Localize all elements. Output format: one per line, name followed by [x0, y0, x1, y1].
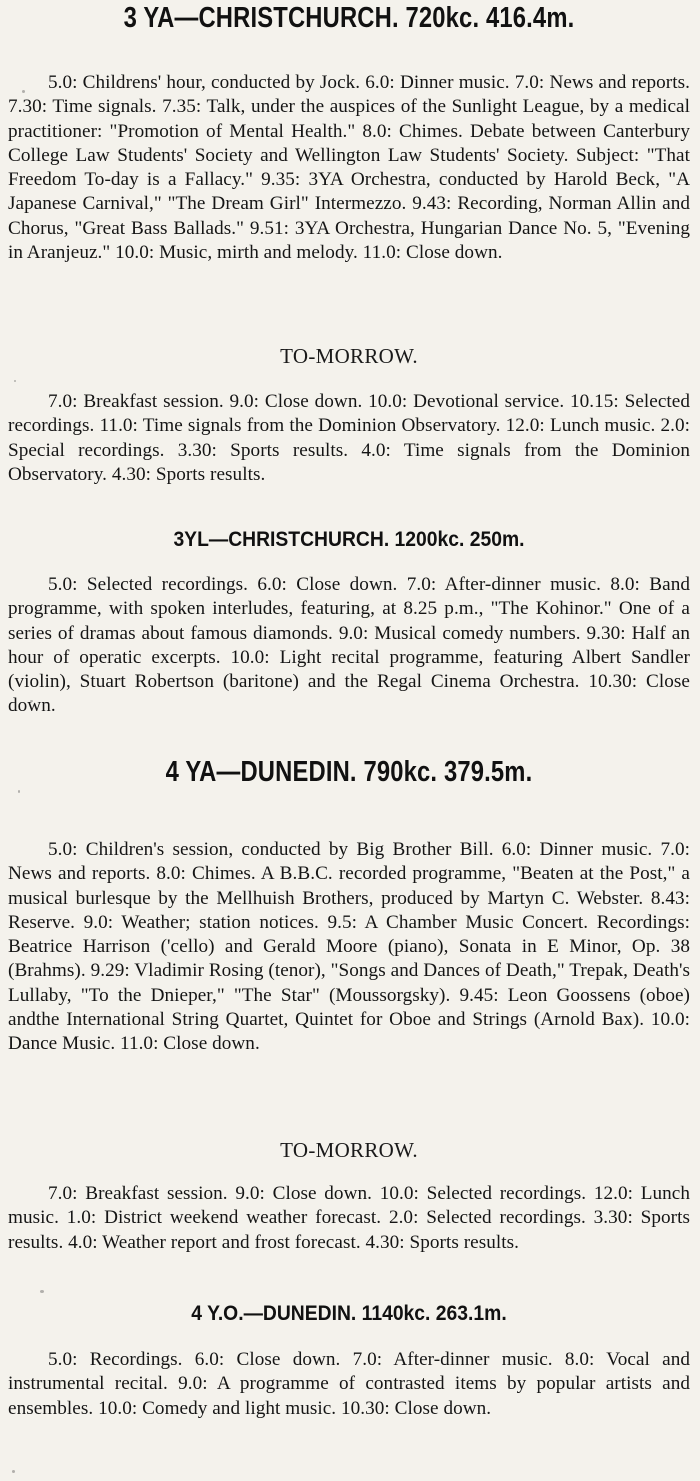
section-3ya — [8, 2, 690, 35]
station-heading: 3 YA—CHRISTCHURCH. 720kc. 416.4m. — [123, 2, 575, 34]
section-3ya-tomorrow-body — [8, 390, 690, 487]
station-heading: 4 Y.O.—DUNEDIN. 1140kc. 263.1m. — [191, 1302, 507, 1325]
section-4ya-tomorrow-body — [8, 1182, 690, 1255]
programme-text: 5.0: Recordings. 6.0: Close down. 7.0: After-dinner music. 8.0: Vocal and instrumental recital. 9.0: A programme of contrasted items by popular artists and ensembles. 10.0: Comedy and light music. 10.30: Close down. — [8, 1349, 690, 1419]
station-heading: 3YL—CHRISTCHURCH. 1200kc. 250m. — [173, 528, 525, 551]
section-4ya — [8, 756, 690, 789]
section-3yl — [8, 528, 690, 552]
programme-text: 5.0: Selected recordings. 6.0: Close down. 7.0: After-dinner music. 8.0: Band programme, with spoken interludes, featuring, at 8.25 p.m., "The Kohinor." One of a series of dramas about famous diamonds. 9.0: Musical comedy numbers. 9.30: Half an hour of operatic excerpts. 10.0: Light recital programme, featuring Albert Sandler (violin), Stuart Robertson (baritone) and the Regal Cinema Orchestra. 10.30: Close down. — [8, 574, 690, 717]
section-4ya-body — [8, 838, 690, 1057]
print-speck — [14, 380, 16, 382]
programme-text: 5.0: Children's session, conducted by Big Brother Bill. 6.0: Dinner music. 7.0: News and reports. 8.0: Chimes. A B.B.C. recorded programme, "Beaten at the Post," a musical burlesque by the Mellhuish Brothers, produced by Martyn C. Webster. 8.43: Reserve. 9.0: Weather; station notices. 9.5: A Chamber Music Concert. Recordings: Beatrice Harrison ('cello) and Gerald Moore (piano), Sonata in E Minor, Op. 38 (Brahms). 9.29: Vladimir Rosing (tenor), "Songs and Dances of Death," Trepak, Death's Lullaby, "To the Dnieper," "The Star" (Moussorgsky). 9.45: Leon Goossens (oboe) andthe International String Quartet, Quintet for Oboe and Strings (Arnold Bax). 10.0: Dance Music. 11.0: Close down. — [8, 839, 690, 1055]
programme-text: 7.0: Breakfast session. 9.0: Close down. 10.0: Selected recordings. 12.0: Lunch music. 1.0: District weekend weather forecast. 2.0: Selected recordings. 3.30: Sports results. 4.0: Weather report and frost forecast. 4.30: Sports results. — [8, 1183, 690, 1253]
section-4ya-tomorrow — [8, 1138, 690, 1163]
print-speck — [12, 1470, 15, 1473]
station-heading: 4 YA—DUNEDIN. 790kc. 379.5m. — [165, 756, 533, 788]
tomorrow-subheading: TO-MORROW. — [280, 1138, 418, 1162]
print-speck — [22, 90, 25, 93]
print-speck — [40, 1290, 44, 1293]
section-3ya-body — [8, 71, 690, 265]
tomorrow-subheading: TO-MORROW. — [280, 344, 418, 368]
section-3yl-body — [8, 573, 690, 719]
section-4yo — [8, 1302, 690, 1326]
section-3ya-tomorrow — [8, 344, 690, 369]
section-4yo-body — [8, 1348, 690, 1421]
programme-text: 7.0: Breakfast session. 9.0: Close down. 10.0: Devotional service. 10.15: Selected recordings. 11.0: Time signals from the Dominion Observatory. 12.0: Lunch music. 2.0: Special recordings. 3.30: Sports results. 4.0: Time signals from the Dominion Observatory. 4.30: Sports results. — [8, 391, 690, 485]
programme-text: 5.0: Childrens' hour, conducted by Jock. 6.0: Dinner music. 7.0: News and reports. 7.30: Time signals. 7.35: Talk, under the auspices of the Sunlight League, by a medical practitioner: "Promotion of Mental Health." 8.0: Chimes. Debate between Canterbury College Law Students' Society and Wellington Law Students' Society. Subject: "That Freedom To-day is a Fallacy." 9.35: 3YA Orchestra, conducted by Harold Beck, "A Japanese Carnival," "The Dream Girl" Intermezzo. 9.43: Recording, Norman Allin and Chorus, "Great Bass Ballads." 9.51: 3YA Orchestra, Hungarian Dance No. 5, "Evening in Aranjeuz." 10.0: Music, mirth and melody. 11.0: Close down. — [8, 72, 690, 264]
print-speck — [18, 790, 20, 793]
print-speck — [30, 700, 33, 702]
